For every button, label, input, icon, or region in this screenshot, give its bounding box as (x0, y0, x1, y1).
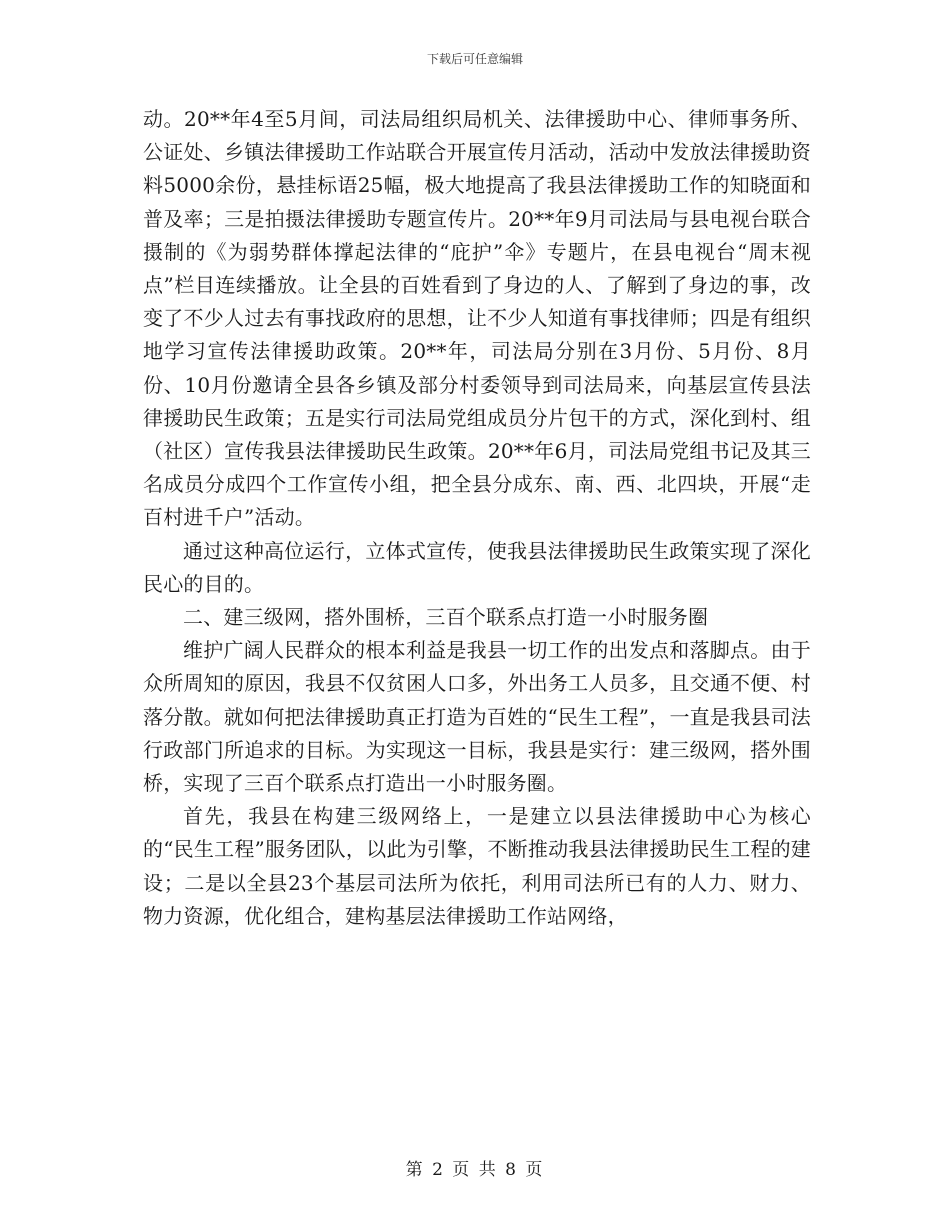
section-heading: 二、建三级网，搭外围桥，三百个联系点打造一小时服务圈 (183, 605, 709, 630)
page-header: 下载后可任意编辑 (426, 52, 523, 66)
paragraph-4: 首先，我县在构建三级网络上，一是建立以县法律援助中心为核心的“民生工程”服务团队，以此为引擎，不断推动我县法律援助民生工程的建设；二是以全县23个基层司法所为依托，利用司法所已有的人力、财力、物力资源，优化组合，建构基层法律援助工作站网络， (143, 804, 811, 928)
paragraph-1: 动。20**年4至5月间，司法局组织局机关、法律援助中心、律师事务所、公证处、乡镇法律援助工作站联合开展宣传月活动，活动中发放法律援助资料5000余份，悬挂标语25幅，极大地提高了我县法律援助工作的知晓面和普及率；三是拍摄法律援助专题宣传片。20**年9月司法局与县电视台联合摄制的《为弱势群体撑起法律的“庇护”伞》专题片，在县电视台“周末视点”栏目连续播放。让全县的百姓看到了身边的人、了解到了身边的事，改变了不少人过去有事找政府的思想，让不少人知道有事找律师；四是有组织地学习宣传法律援助政策。20**年，司法局分别在3月份、5月份、8月份、10月份邀请全县各乡镇及部分村委领导到司法局来，向基层宣传县法律援助民生政策；五是实行司法局党组成员分片包干的方式，深化到村、组（社区）宣传我县法律援助民生政策。20**年6月，司法局党组书记及其三名成员分成四个工作宣传小组，把全县分成东、南、西、北四块，开展“走百村进千户”活动。 (143, 107, 811, 530)
document-body (143, 103, 811, 933)
page-footer: 第 2 页 共 8 页 (405, 1160, 545, 1180)
paragraph-2: 通过这种高位运行，立体式宣传，使我县法律援助民生政策实现了深化民心的目的。 (143, 538, 811, 596)
paragraph-3: 维护广阔人民群众的根本利益是我县一切工作的出发点和落脚点。由于众所周知的原因，我县不仅贫困人口多，外出务工人员多，且交通不便、村落分散。就如何把法律援助真正打造为百姓的“民生工程”，一直是我县司法行政部门所追求的目标。为实现这一目标，我县是实行：建三级网，搭外围桥，实现了三百个联系点打造出一小时服务圈。 (143, 638, 811, 796)
